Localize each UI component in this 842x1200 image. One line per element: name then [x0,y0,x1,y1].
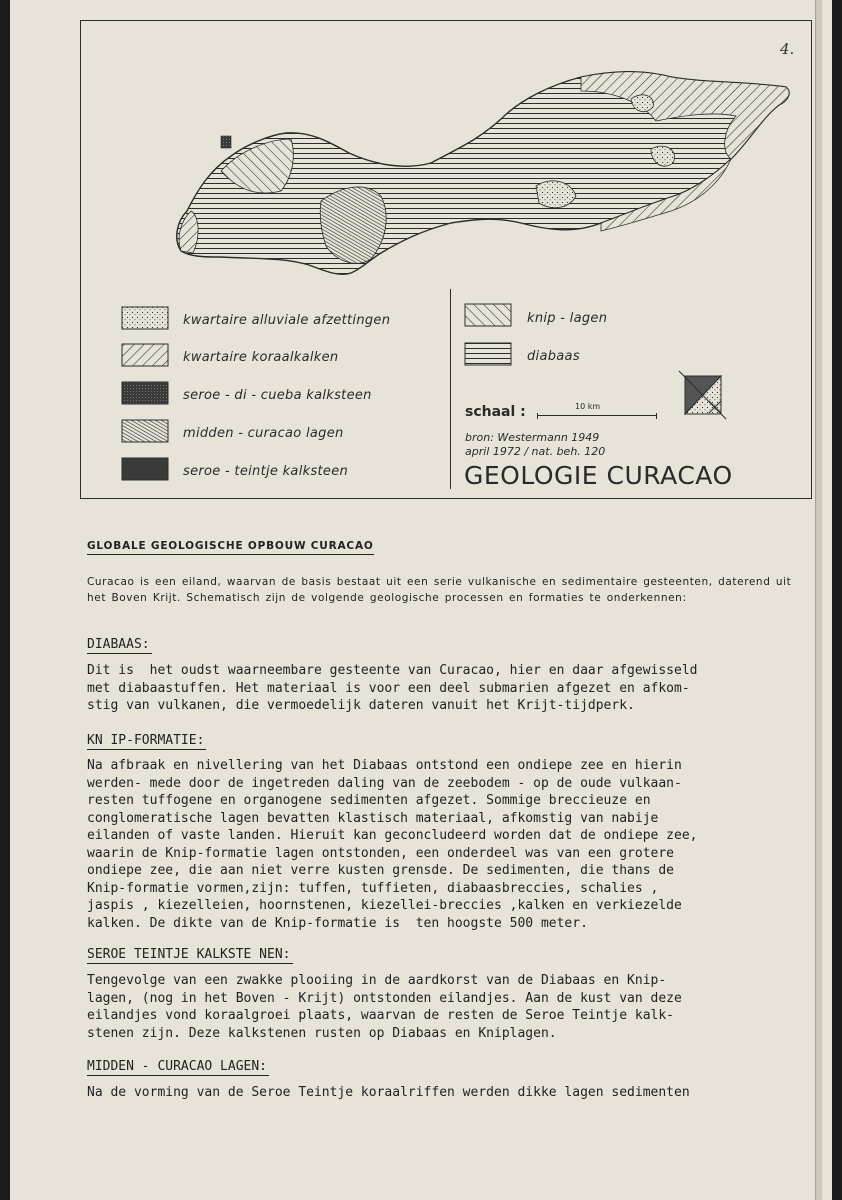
section-text-knip: Na afbraak en nivellering van het Diabaas ontstond een ondiepe zee en hierin werden- mede door de ingetreden daling van de zeebodem - op de oude vulkaan- resten tuffogene en organogene sedimenten afgezet. Sommige breccieuze en conglomeratische lagen bevatten klastisch materiaal, afkomstig van nabije eilanden of vaste landen. Hieruit kan geconcludeerd worden dat de ondiepe zee, waarin de Knip-formatie lagen ontstonden, een onderdeel was van een grotere ondiepe zee, die aan niet verre kusten grensde. De sedimenten, die thans de Knip-formatie vormen,zijn: tuffen, tuffieten, diabaasbreccies, schalies , jaspis , kiezelleien, hoornstenen, kiezellei-breccies ,kalken en verkiezelde kalken. De dikte van de Knip-formatie is ten hoogste 500 meter. [87,758,698,931]
section-text-diabaas: Dit is het oudst waarneembare gesteente van Curacao, hier en daar afgewisseld met diabaastuffen. Het materiaal is voor een deel submarien afgezet en afkom- stig van vulkanen, die vermoedelijk dateren vanuit het Krijt-tijdperk. [87,663,698,713]
legend-swatch-alluvial [122,307,168,329]
map-source-line-1: bron: Westermann 1949 [465,431,600,444]
section-title-diabaas: DIABAAS: [87,637,150,652]
legend-swatch-diabaas [465,343,511,365]
legend-label-midden: midden - curacao lagen [183,426,344,441]
section-text-teintje: Tengevolge van een zwakke plooiing in de aardkorst van de Diabaas en Knip- lagen, (nog in het Boven - Krijt) ontstonden eilandjes. Aan de kust van deze eilandjes vond koraalgroei plaats, waarvan de resten de Seroe Teintje kalk- stenen zijn. Deze kalkstenen rusten op Diabaas en Kniplagen. [87,973,682,1041]
legend-swatch-midden [122,420,168,442]
document-heading: GLOBALE GEOLOGISCHE OPBOUW CURACAO [87,540,374,555]
legend-label-knip: knip - lagen [527,311,608,326]
legend-label-teintje: seroe - teintje kalksteen [183,464,349,479]
scale-bar [537,413,657,419]
legend-swatch-knip [465,304,511,326]
legend-label-koraal: kwartaire koraalkalken [183,350,339,365]
section-title-teintje: SEROE TEINTJE KALKSTE NEN: [87,947,291,962]
page-number: 4. [780,40,795,58]
document-page [10,0,832,1200]
section-text-midden: Na de vorming van de Seroe Teintje koraalriffen werden dikke lagen sedimenten [87,1085,690,1100]
map-source-line-2: april 1972 / nat. beh. 120 [465,445,606,458]
section-title-knip: KN IP-FORMATIE: [87,733,205,748]
scale-value: 10 km [575,402,601,411]
map-source [465,431,605,459]
scale-label: schaal : [465,404,526,420]
geology-map-frame [80,20,812,499]
legend-swatch-cueba [122,382,168,404]
seroe-di-cueba-zone [221,136,231,148]
legend-swatch-teintje [122,458,168,480]
legend-label-alluvial: kwartaire alluviale afzettingen [183,313,391,328]
legend-label-cueba: seroe - di - cueba kalksteen [183,388,372,403]
legend-divider [450,289,451,489]
map-title: GEOLOGIE CURACAO [464,461,733,490]
section-title-midden: MIDDEN - CURACAO LAGEN: [87,1059,268,1074]
page-edge [815,0,822,1200]
legend-swatch-koraal [122,344,168,366]
legend-label-diabaas: diabaas [527,349,580,364]
intro-paragraph: Curacao is een eiland, waarvan de basis bestaat uit een serie vulkanische en sedimentaire gesteenten, daterend uit het Boven Krijt. Schematisch zijn de volgende geologische processen en formaties te onderkennen: [87,576,792,604]
north-arrow-icon [679,371,726,419]
